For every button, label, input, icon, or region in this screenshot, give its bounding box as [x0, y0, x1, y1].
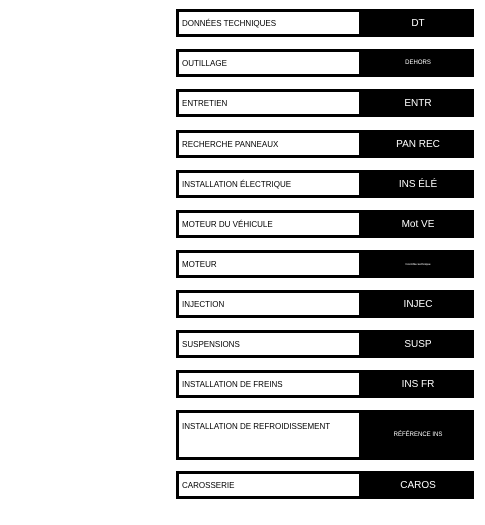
section-code: Contrôle technique — [405, 262, 431, 266]
section-row-moteur-du-vehicule[interactable] — [176, 210, 474, 238]
section-row-moteur[interactable] — [176, 250, 474, 278]
section-label: INSTALLATION DE REFROIDISSEMENT — [179, 413, 359, 457]
section-row-installation-de-freins[interactable] — [176, 370, 474, 398]
section-row-carosserie[interactable] — [176, 471, 474, 499]
section-code: INS FR — [401, 378, 435, 390]
section-code: SUSP — [404, 338, 432, 350]
section-code: ENTR — [404, 97, 432, 109]
section-code: CAROS — [400, 479, 436, 491]
section-code: PAN REC — [396, 138, 440, 150]
section-code: DEHORS — [405, 60, 431, 66]
section-label: MOTEUR DU VÉHICULE — [179, 213, 359, 235]
section-label: SUSPENSIONS — [179, 333, 359, 355]
section-row-recherche-panneaux[interactable] — [176, 130, 474, 158]
section-code: Mot VE — [401, 218, 435, 230]
section-row-installation-electrique[interactable] — [176, 170, 474, 198]
section-code: INS ÉLÉ — [398, 178, 438, 190]
section-row-installation-de-refroidissement[interactable] — [176, 410, 474, 460]
section-label: INSTALLATION DE FREINS — [179, 373, 359, 395]
section-row-suspensions[interactable] — [176, 330, 474, 358]
section-label: MOTEUR — [179, 253, 359, 275]
section-label: INJECTION — [179, 293, 359, 315]
section-label: DONNÉES TECHNIQUES — [179, 12, 359, 34]
section-label: INSTALLATION ÉLECTRIQUE — [179, 173, 359, 195]
section-code: DT — [411, 17, 425, 29]
section-label: ENTRETIEN — [179, 92, 359, 114]
section-code: INJEC — [403, 298, 433, 310]
section-label: RECHERCHE PANNEAUX — [179, 133, 359, 155]
section-row-entretien[interactable] — [176, 89, 474, 117]
section-label: OUTILLAGE — [179, 52, 359, 74]
section-code: RÉFÉRENCE INS — [393, 432, 443, 438]
section-label: CAROSSERIE — [179, 474, 359, 496]
section-row-outillage[interactable] — [176, 49, 474, 77]
section-row-donnees-techniques[interactable] — [176, 9, 474, 37]
section-row-injection[interactable] — [176, 290, 474, 318]
